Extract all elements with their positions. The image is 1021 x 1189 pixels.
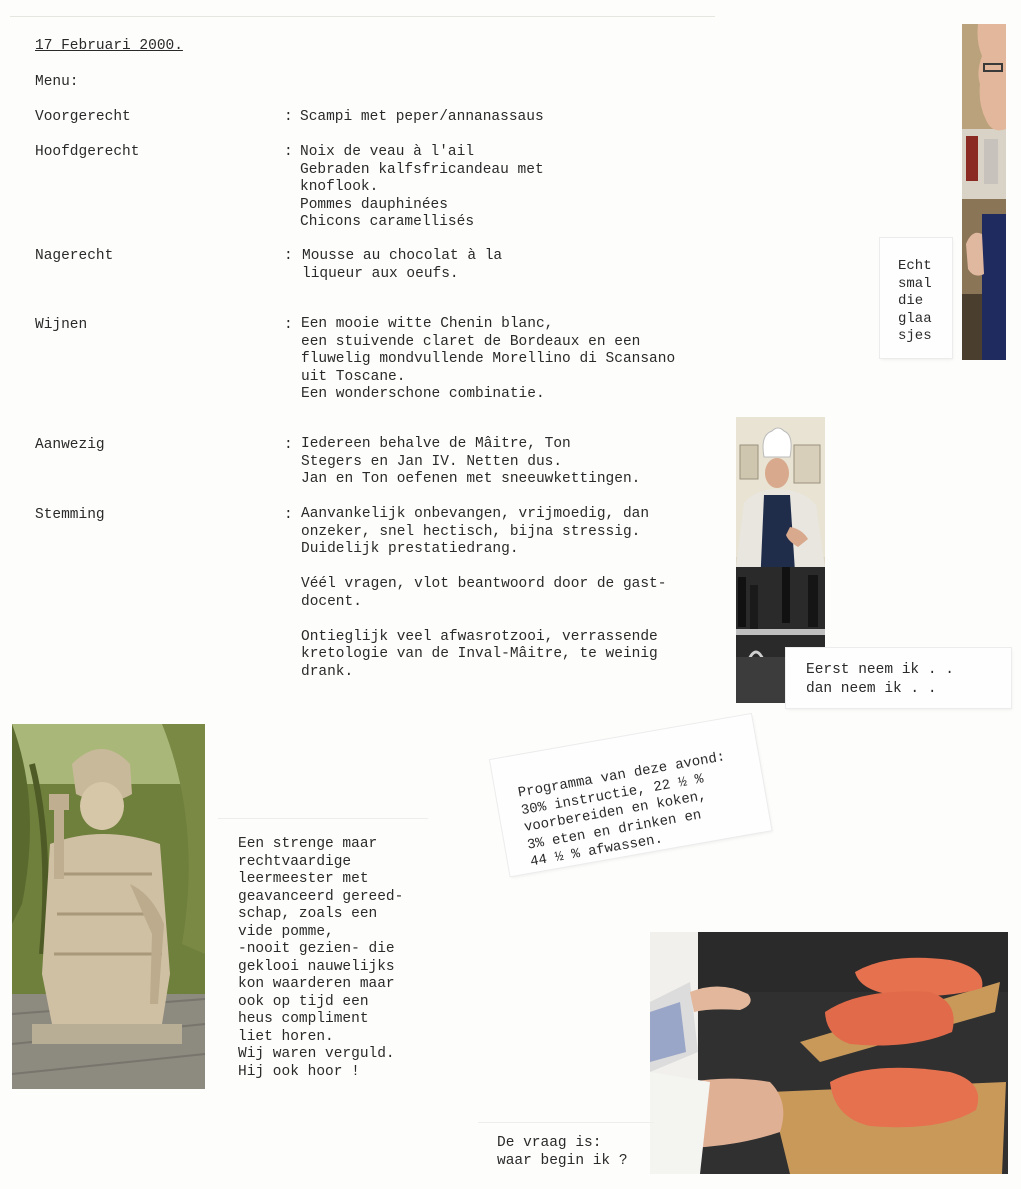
value-line: kretologie van de Inval-Mâitre, te weinig bbox=[301, 646, 658, 662]
value-line: drank. bbox=[301, 663, 354, 680]
value-line: Mousse au chocolat à la bbox=[302, 248, 503, 264]
value-line: fluwelig mondvullende Morellino di Scansano bbox=[301, 351, 676, 367]
caption-meat-note bbox=[478, 1122, 654, 1177]
menu-title: Menu: bbox=[35, 74, 79, 90]
photo-warrior-statue bbox=[12, 724, 205, 1089]
value-line: Gebraden kalfsfricandeau met bbox=[300, 161, 544, 178]
row-label: Hoofdgerecht bbox=[35, 144, 140, 160]
photo-man-glasses-image bbox=[962, 24, 1006, 360]
photo-statue-image bbox=[12, 724, 205, 1089]
caption-glasses-note bbox=[880, 238, 952, 358]
row-colon: : bbox=[284, 507, 293, 523]
value-line: knoflook. bbox=[300, 179, 379, 195]
photo-meat-boards bbox=[650, 932, 1008, 1174]
value-line: Stegers en Jan IV. Netten dus. bbox=[301, 453, 563, 470]
value-line bbox=[301, 611, 666, 629]
row-colon: : bbox=[284, 317, 293, 333]
value-line: Iedereen behalve de Mâitre, Ton bbox=[301, 436, 571, 452]
value-line: Een wonderschone combinatie. bbox=[301, 386, 545, 402]
row-label: Stemming bbox=[35, 507, 105, 523]
value-line: een stuivende claret de Bordeaux en een bbox=[301, 333, 641, 350]
paper-edge bbox=[10, 16, 715, 17]
caption-chef-note bbox=[786, 648, 1011, 708]
caption-meat: De vraag is: waar begin ik ? bbox=[497, 1135, 628, 1169]
row-value bbox=[301, 506, 666, 681]
row-colon: : bbox=[284, 109, 293, 125]
value-line bbox=[301, 559, 666, 577]
value-line: Ontieglijk veel afwasrotzooi, verrassende bbox=[301, 628, 658, 645]
value-line: Noix de veau à l'ail bbox=[300, 144, 475, 160]
caption-chef: Eerst neem ik . . dan neem ik . . bbox=[806, 662, 954, 697]
value-line: Aanvankelijk onbevangen, vrijmoedig, dan bbox=[301, 506, 650, 522]
row-label: Nagerecht bbox=[35, 248, 114, 264]
caption-statue: Een strenge maar rechtvaardige leermeester met geavanceerd gereed- schap, zoals een vide pomme, -nooit gezien- die geklooi nauwelijks kon waarderen maar ook op tijd een heus compliment liet horen. Wij waren verguld. Hij ook hoor ! bbox=[238, 836, 404, 1080]
row-label: Voorgerecht bbox=[35, 109, 131, 125]
row-value bbox=[302, 248, 502, 283]
value-line: Duidelijk prestatiedrang. bbox=[301, 541, 519, 557]
row-colon: : bbox=[284, 437, 293, 453]
row-value bbox=[301, 436, 640, 489]
row-value bbox=[301, 316, 675, 404]
caption-glasses: Echt smal die glaa sjes bbox=[898, 258, 932, 344]
row-value bbox=[300, 144, 544, 232]
photo-meat-image bbox=[650, 932, 1008, 1174]
value-line: docent. bbox=[301, 593, 362, 610]
photo-man-glasses bbox=[962, 24, 1006, 360]
caption-program-note bbox=[490, 714, 771, 876]
value-line: Jan en Ton oefenen met sneeuwkettingen. bbox=[301, 471, 641, 487]
caption-statue-note bbox=[218, 818, 428, 1089]
date-heading: 17 Februari 2000. bbox=[35, 38, 183, 54]
value-line: Een mooie witte Chenin blanc, bbox=[301, 316, 554, 332]
value-line: Scampi met peper/annanassaus bbox=[300, 109, 544, 125]
value-line: Véél vragen, vlot beantwoord door de gast- bbox=[301, 576, 667, 592]
value-line: liqueur aux oeufs. bbox=[302, 265, 459, 282]
caption-program: Programma van deze avond: 30% instructie, 22 ½ % voorbereiden en koken, 3% eten en drinken en 44 ½ % afwassen. bbox=[516, 749, 727, 871]
row-colon: : bbox=[284, 144, 293, 160]
value-line: onzeker, snel hectisch, bijna stressig. bbox=[301, 523, 641, 540]
row-label: Aanwezig bbox=[35, 437, 105, 453]
value-line: Pommes dauphinées bbox=[300, 196, 448, 213]
row-value bbox=[300, 109, 544, 127]
value-line: uit Toscane. bbox=[301, 368, 406, 385]
value-line: Chicons caramellisés bbox=[300, 214, 475, 230]
row-colon: : bbox=[284, 248, 293, 264]
row-label: Wijnen bbox=[35, 317, 88, 333]
